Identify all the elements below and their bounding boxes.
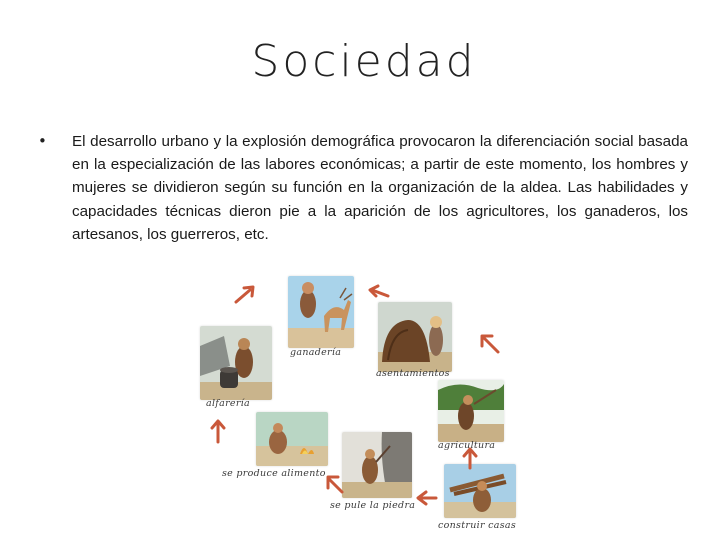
arrow-up-icon (210, 418, 226, 444)
se-produce-alimento-illustration (256, 412, 328, 466)
construir-casas-illustration (444, 464, 516, 518)
asentamientos-illustration (378, 302, 452, 372)
alfareria-illustration (200, 326, 272, 400)
construir-casas-caption: construir casas (438, 520, 517, 531)
arrow-up-left-icon (324, 472, 346, 496)
cycle-diagram (190, 262, 540, 546)
ganaderia-caption: ganadería (290, 347, 342, 358)
arrow-up-left-icon (478, 332, 502, 356)
arrow-up-icon (462, 446, 478, 470)
arrow-left-icon (414, 488, 440, 506)
bullet-list (38, 130, 688, 246)
se-pule-la-piedra-illustration (342, 432, 412, 498)
asentamientos-caption: asentamientos (376, 368, 450, 379)
slide-title: Sociedad (251, 36, 477, 87)
bullet-item: El desarrollo urbano y la explosión demográfica provocaron la diferenciación social basada en la especialización de las labores económicas; a partir de este momento, los hombres y mujeres se dividieron según su función en la organización de la aldea. Las habilidades y capacidades técnicas dieron pie a la aparición de los agricultores, los ganaderos, los artesanos, los guerreros, etc. (72, 133, 688, 243)
agricultura-caption: agricultura (438, 440, 496, 451)
se-produce-alimento-caption: se produce alimento (222, 468, 326, 479)
arrow-left-icon (366, 284, 392, 302)
alfareria-caption: alfarería (206, 398, 250, 409)
arrow-up-right-icon (232, 284, 258, 306)
agricultura-illustration (438, 380, 504, 442)
se-pule-la-piedra-caption: se pule la piedra (330, 500, 416, 511)
ganaderia-illustration (288, 276, 354, 348)
bullet-marker: • (38, 132, 47, 150)
